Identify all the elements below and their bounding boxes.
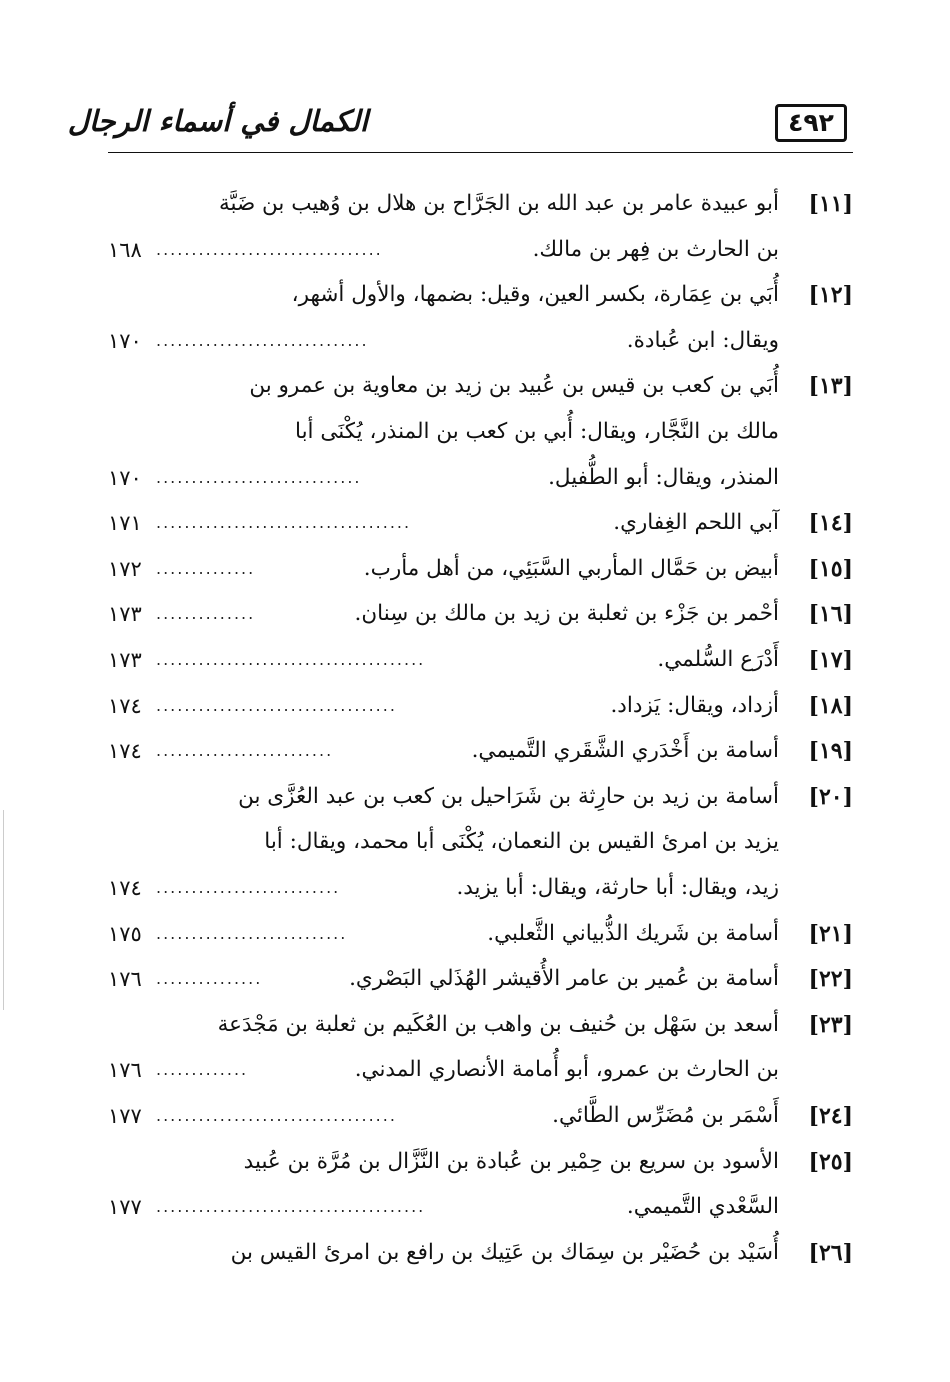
index-entry-line (108, 870, 853, 906)
page-reference: ١٧٦ (108, 1058, 142, 1083)
dot-leader: .............. (156, 558, 256, 578)
entry-number: [٢٦] (808, 1239, 853, 1266)
entry-number: [١٢] (808, 282, 853, 309)
entry-number: [٢٠] (808, 783, 853, 810)
index-entry-line (108, 551, 853, 587)
dot-leader: ............................. (156, 467, 362, 487)
index-entry-line (108, 368, 853, 404)
entry-number: [١٦] (808, 601, 853, 628)
index-entry-line (108, 460, 853, 496)
dot-leader: ............. (156, 1060, 249, 1080)
dot-leader: ...................................... (156, 1197, 426, 1217)
entry-text: مالك بن النَّجَّار، ويقال: أُبي بن كعب بن المنذر، يُكْنَى أبا (295, 419, 779, 444)
page-reference: ١٧٠ (108, 465, 142, 490)
page-reference: ١٧٢ (108, 556, 142, 581)
entry-number: [١٧] (808, 647, 853, 673)
page-reference: ١٦٨ (108, 237, 142, 262)
entry-text: الأسود بن سريع بن حِمْير بن عُبادة بن النَّزَّال بن مُرَّة بن عُبيد (243, 1148, 779, 1174)
entry-number: [٢٣] (808, 1011, 853, 1038)
dot-leader: .................................. (156, 695, 397, 715)
index-entry-line (108, 779, 853, 815)
entry-number: [١٨] (808, 692, 853, 719)
dot-leader: .................................. (156, 1106, 397, 1125)
index-entry-line (108, 642, 853, 678)
index-entry-line (108, 1189, 853, 1225)
entry-number: [١٩] (808, 738, 853, 765)
dot-leader: ......................... (156, 741, 334, 761)
dot-leader: ........................... (156, 923, 348, 943)
index-entry-line (108, 1007, 853, 1043)
entry-number: [٢١] (808, 920, 853, 947)
index-entry-line (108, 824, 853, 860)
entry-text: يزيد بن امرئ القيس بن النعمان، يُكْنَى أبا محمد، ويقال: أبا (264, 829, 779, 855)
dot-leader: .................................... (156, 513, 412, 533)
entry-text: بن الحارث بن فِهر بن مالك. (532, 236, 779, 262)
index-entry-line (108, 1235, 853, 1271)
page-reference: ١٧٤ (108, 739, 142, 764)
dot-leader: ............... (156, 969, 263, 989)
page-reference: ١٧٦ (108, 967, 142, 992)
running-title: الكمال في أسماء الرجال (67, 104, 368, 138)
index-entry-line (108, 733, 853, 769)
page-reference: ١٧٥ (108, 921, 142, 946)
page-reference: ١٧١ (108, 511, 142, 536)
index-entry-line (108, 596, 853, 632)
dot-leader: .......................... (156, 878, 341, 897)
entry-text: أسامة بن زيد بن حارِثة بن شَرَاحيل بن كعب بن عبد العُزَّى بن (238, 783, 779, 809)
index-entry-line (108, 277, 853, 313)
entry-text: أسامة بن شَريك الذُّبياني الثَّعلبي. (487, 920, 779, 946)
entry-text: أَدْرَع السُّلمي. (657, 647, 779, 672)
index-entry-line (108, 323, 853, 359)
entry-text: أُسَيْد بن حُضَيْر بن سِمَاك بن عَتِيك بن رافع بن امرئ القيس بن (230, 1239, 779, 1265)
index-entry-line (108, 186, 853, 222)
dot-leader: .............. (156, 604, 256, 624)
entry-text: أسامة بن عُمير بن عامر الأُقيشر الهُذَلي البَصْري. (349, 966, 779, 992)
entry-number: [٢٢] (808, 966, 853, 993)
entry-text: أُبَي بن كعب بن قيس بن عُبيد بن زيد بن معاوية بن عمرو بن (249, 373, 779, 399)
dot-leader: ................................ (156, 239, 383, 259)
index-entry-line (108, 961, 853, 997)
dot-leader: .............................. (156, 330, 369, 350)
page-reference: ١٧٤ (108, 693, 142, 718)
page-number-box: ٤٩٢ (775, 104, 847, 142)
index-entry-line (108, 1098, 853, 1134)
entry-text: أبيض بن حَمَّال المأربي السَّبَئِي، من أهل مأرب. (363, 555, 779, 581)
dot-leader: ...................................... (156, 650, 426, 669)
index-entry-line (108, 505, 853, 541)
entry-text: أَسْمَر بن مُضَرِّس الطَّائي. (552, 1103, 779, 1128)
entry-number: [١٤] (808, 510, 853, 537)
entry-text: ويقال: ابن عُبادة. (626, 327, 779, 353)
entry-number: [٢٥] (808, 1148, 853, 1175)
page-reference: ١٧٣ (108, 602, 142, 627)
entry-text: أُبَي بن عِمَارة، بكسر العين، وقيل: بضمها، والأول أشهر، (291, 282, 779, 308)
index-entry-line (108, 232, 853, 268)
page-reference: ١٧٧ (108, 1104, 142, 1128)
entry-text: زيد، ويقال: أبا حارثة، ويقال: أبا يزيد. (456, 875, 779, 900)
index-entry-line (108, 688, 853, 724)
page-reference: ١٧٤ (108, 876, 142, 900)
entry-text: المنذر، ويقال: أبو الطُّفيل. (548, 464, 779, 490)
entry-number: [١٣] (808, 373, 853, 400)
entry-text: أسعد بن سَهْل بن حُنيف بن واهب بن العُكَيم بن ثعلبة بن مَجْدَعة (217, 1011, 779, 1037)
entry-number: [١١] (808, 191, 853, 217)
entry-text: أحْمر بن جَزْء بن ثعلبة بن زيد بن مالك بن سِنان. (354, 601, 779, 627)
page-edge-shadow (3, 810, 4, 1010)
index-entry-line (108, 414, 853, 450)
entry-text: أبو عبيدة عامر بن عبد الله بن الجَرَّاح بن هلال بن وُهيب بن ضَبَّة (218, 191, 779, 216)
page-reference: ١٧٧ (108, 1195, 142, 1220)
entry-text: أزداد، ويقال: يَزداد. (610, 692, 779, 718)
entry-text: بن الحارث بن عمرو، أبو أُمامة الأنصاري المدني. (354, 1057, 779, 1083)
entry-text: السَّعْدي التَّميمي. (626, 1194, 779, 1220)
index-entry-line (108, 1052, 853, 1088)
entry-number: [١٥] (808, 555, 853, 582)
entry-number: [٢٤] (808, 1103, 853, 1129)
index-entry-line (108, 916, 853, 952)
page-reference: ١٧٣ (108, 648, 142, 672)
index-entry-line (108, 1144, 853, 1180)
entry-text: أسامة بن أَخْدَري الشَّقَري التَّميمي. (471, 738, 779, 764)
entry-text: آبي اللحم الغِفاري. (613, 510, 779, 536)
page-reference: ١٧٠ (108, 328, 142, 353)
